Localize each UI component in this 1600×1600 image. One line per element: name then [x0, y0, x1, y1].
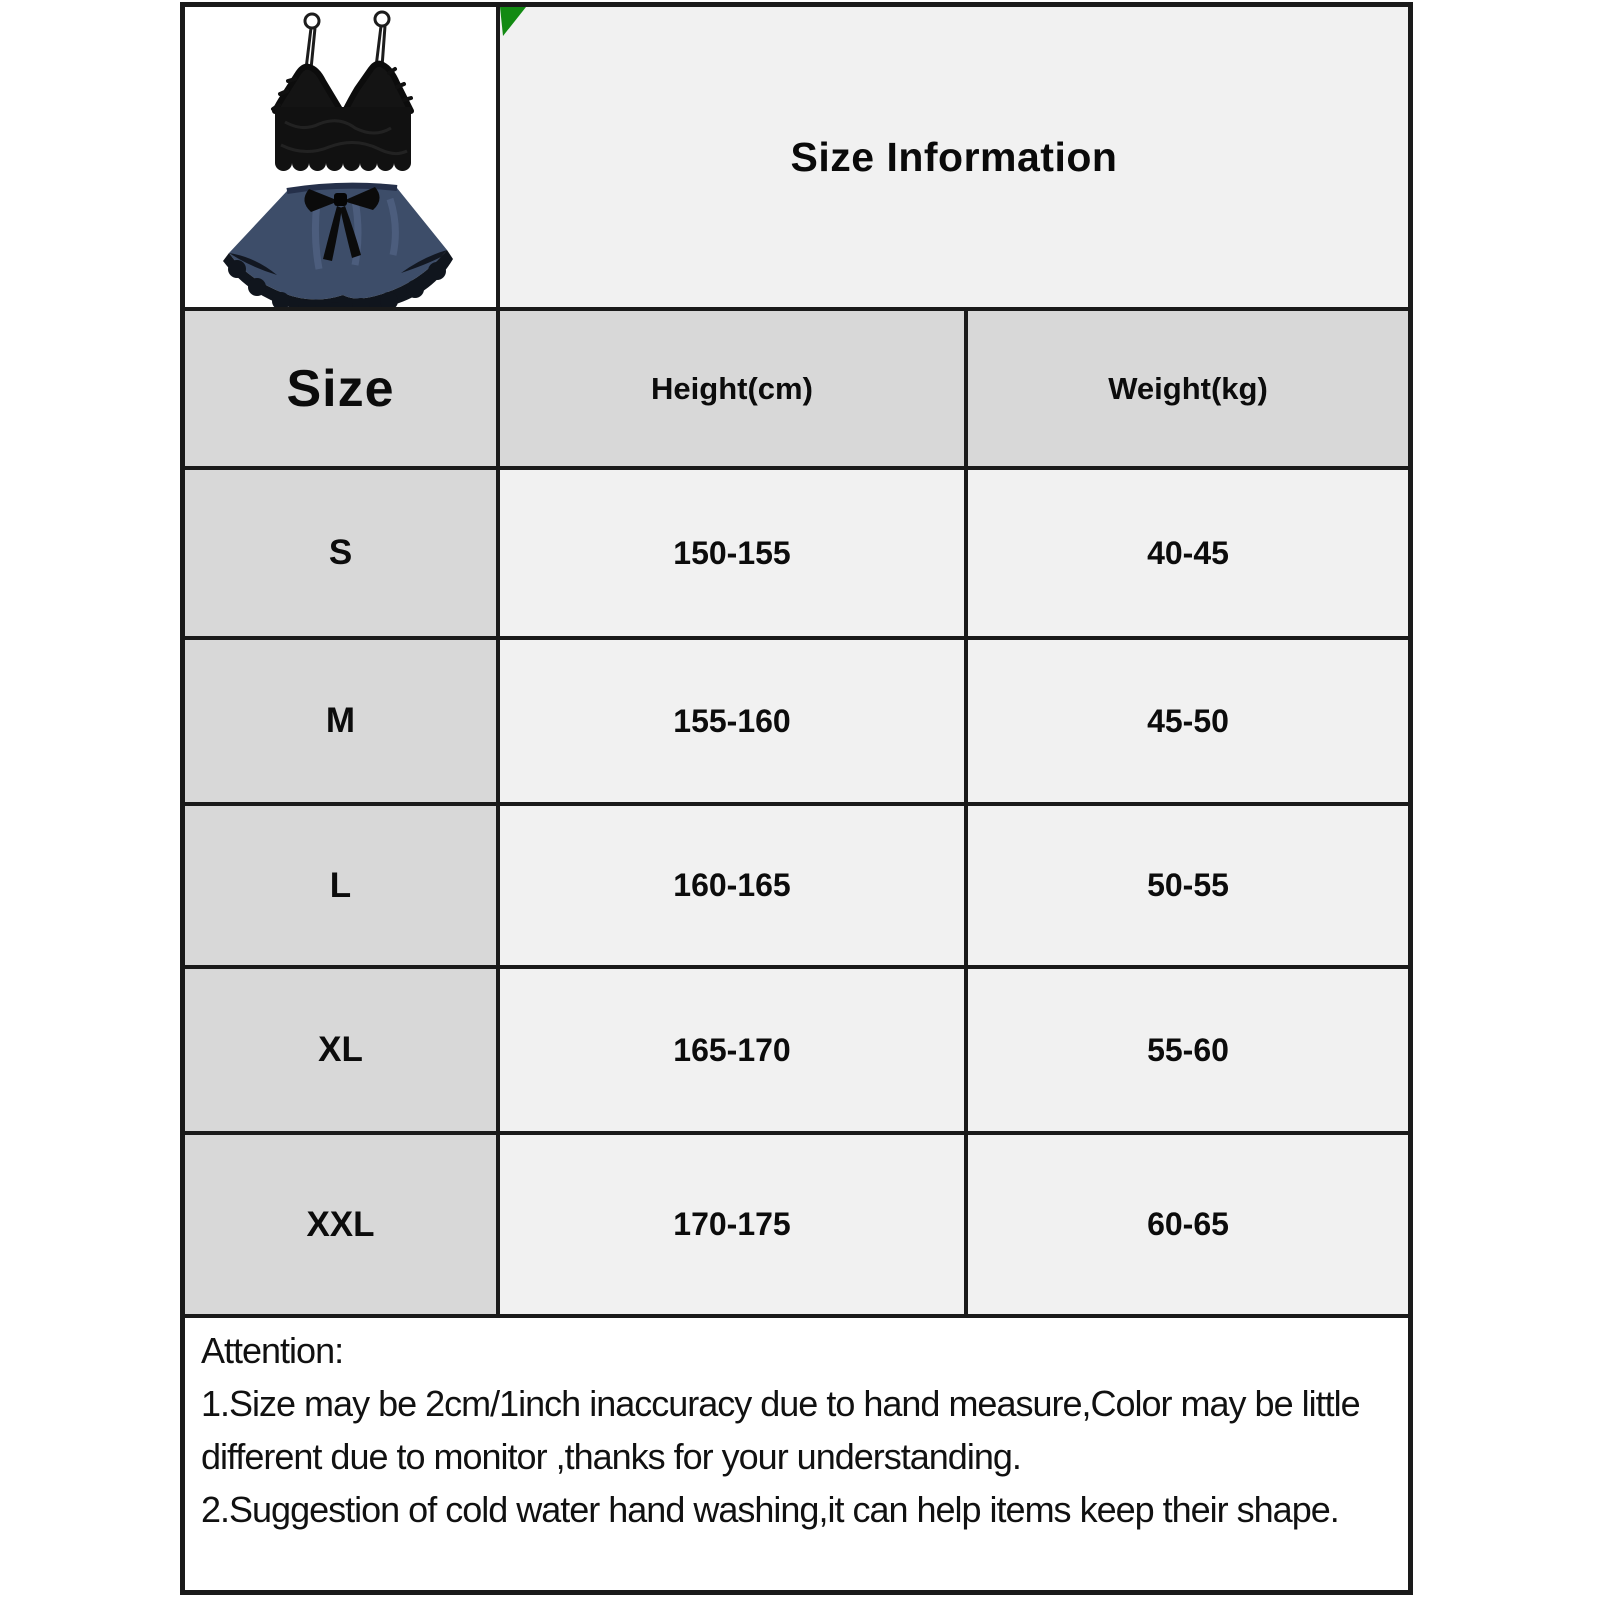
- column-header-size-label: Size: [286, 359, 395, 418]
- column-header-weight: [968, 311, 1408, 466]
- page-title: Size Information: [790, 133, 1118, 180]
- height-value-xl: 165-170: [500, 969, 964, 1131]
- product-image: [185, 7, 496, 307]
- attention-note-2: 2.Suggestion of cold water hand washing,it can help items keep their shape.: [201, 1489, 1339, 1530]
- column-header-height-label: Height(cm): [651, 370, 813, 406]
- row-label-s: S: [185, 470, 496, 636]
- lace-cup-left: [275, 67, 341, 111]
- column-header-weight-label: Weight(kg): [1108, 370, 1268, 406]
- height-value-xxl: 170-175: [500, 1135, 964, 1314]
- row-label-m: M: [185, 640, 496, 802]
- weight-value-m: 45-50: [968, 640, 1408, 802]
- weight-value-l: 50-55: [968, 806, 1408, 965]
- strap-loop-right: [375, 12, 389, 26]
- attention-section: [185, 1318, 1408, 1590]
- row-label-xxl: XXL: [185, 1135, 496, 1314]
- column-header-size: [185, 311, 496, 466]
- attention-heading: Attention:: [201, 1330, 344, 1371]
- height-value-s: 150-155: [500, 470, 964, 636]
- weight-value-s: 40-45: [968, 470, 1408, 636]
- height-value-l: 160-165: [500, 806, 964, 965]
- size-chart-table: [180, 2, 1413, 1595]
- attention-note-1: 1.Size may be 2cm/1inch inaccuracy due to hand measure,Color may be little different due to monitor ,thanks for your understanding.: [201, 1383, 1360, 1477]
- row-label-xl: XL: [185, 969, 496, 1131]
- weight-value-xl: 55-60: [968, 969, 1408, 1131]
- title-cell: [500, 7, 1408, 307]
- strap-left: [306, 28, 315, 69]
- green-corner-flag-icon: [500, 7, 528, 37]
- row-label-l: L: [185, 806, 496, 965]
- height-value-m: 155-160: [500, 640, 964, 802]
- strap-loop-left: [305, 14, 319, 28]
- column-header-height: [500, 311, 964, 466]
- cami-band: [275, 107, 411, 171]
- product-image-cell: [185, 7, 496, 307]
- weight-value-xxl: 60-65: [968, 1135, 1408, 1314]
